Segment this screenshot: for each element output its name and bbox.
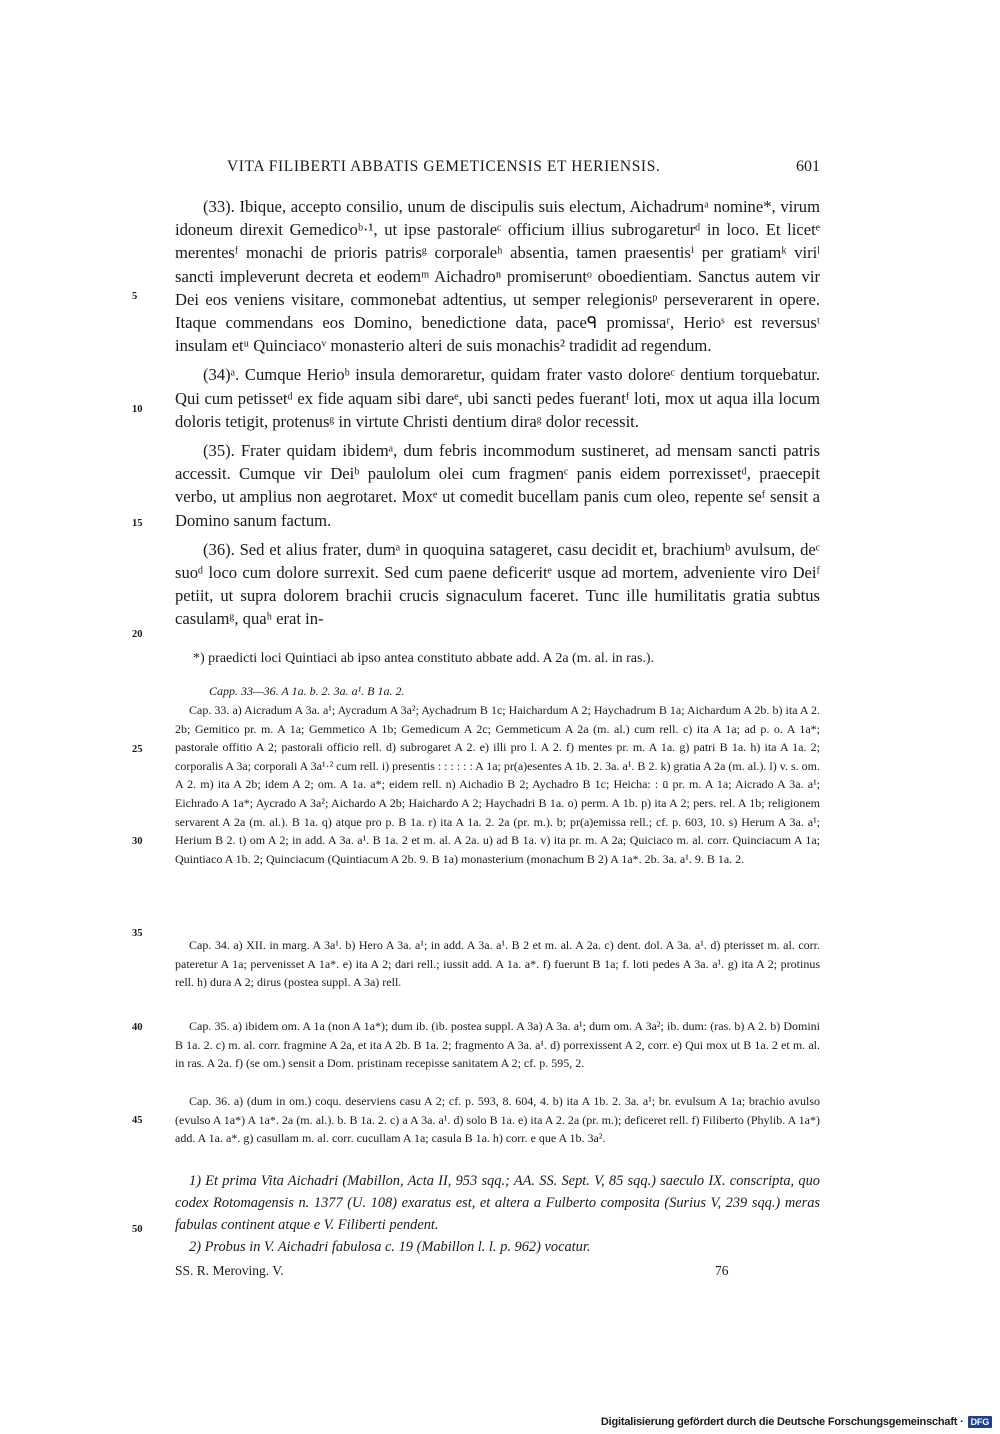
paragraph-34: (34)ᵃ. Cumque Herioᵇ insula demoraretur, quidam frater vasto doloreᶜ dentium torquebatur. Qui cum petissetᵈ ex fide aquam sibi dareᵉ, ubi sancti pedes fuerantᶠ loti, mox ut aqua illa locum doloris tetigit, protenusᵍ in virtute Christi dentium diraᵍ dolor recessit. <box>175 365 820 431</box>
apparatus-cap-36: Cap. 36. a) (dum in om.) coqu. deserviens casu A 2; cf. p. 593, 8. 604, 4. b) ita A 1b. 2. 3a. a¹; br. evulsum A 1a; brachio avulso (evulso A 1a*) A 1a*. 2a (m. al.). b. B 1a. 2. c) a A 3a. a¹. d) solo B 1a. e) ita A 2. 2a (pr. m.); deficeret rell. f) Filiberto (Phylib. A 1a*) add. A 1a. a*. g) casullam m. al. corr. cucullam A 1a; casula B 1a. h) corr. e que A 1b. 3a². <box>175 1094 820 1146</box>
paragraph-33: (33). Ibique, accepto consilio, unum de discipulis suis electum, Aichadrumᵃ nomine*, virum idoneum direxit Gemedicoᵇ·¹, ut ipse pastoraleᶜ officium illius subrogareturᵈ in loco. Et licetᵉ merentesᶠ monachi de prioris patrisᵍ corporaleʰ absentia, tamen praesentisⁱ per gratiamᵏ viriˡ sancti impleverunt decreta et eodemᵐ Aichadroⁿ promiseruntᵒ oboedientiam. Sanctus autem vir Dei eos veniens visitare, commonebat adtentius, ut semper relegionisᵖ perseverarent in opere. Itaque commendans eos Domino, benedictione data, paceᑫ promissaʳ, Herioˢ est reversusᵗ insulam etᵘ Quinciacoᵛ monasterio alteri de suis monachis² tradidit ad regendum. <box>175 197 820 356</box>
footnotes <box>175 1170 820 1258</box>
running-title: VITA FILIBERTI ABBATIS GEMETICENSIS ET HERIENSIS. <box>227 158 661 175</box>
apparatus-cap-33: Cap. 33. a) Aicradum A 3a. a¹; Aycradum A 3a²; Aychadrum B 1c; Haichardum A 2; Haychadrum B 1a; Aichardum A 2b. b) ita A 2. 2b; Gemitico pr. m. A 1a; Gemmetico A 1b; Gemedicum A 2c; Gemmeticum A 2a (m. al.) cum rell. c) ita A 1a; ad p. o. A 1a*; pastorale offitio A 2; pastorali officio rell. d) subrogaret A 2. e) illi pro l. A 2. f) mentes pr. m. A 1a. g) patri B 1a. h) ita A 1a. 2; corporalis A 3a; corporali A 3a¹·² cum rell. i) presentis : : : : : : A 1a; pr(a)esentes A 1b. 2. 3a. a¹. B 2. k) gratia A 2a (m. al.). l) v. s. om. A 2. m) ita A 2b; idem A 2; om. A 1a. a*; eidem rell. n) Aichadio B 2; Aychadro B 1c; Heicha: : ū pr. m. A 1a; Aicrado A 3a. a¹; Eichrado A 1a*; Aycrado A 3a²; Aichardo A 2b; Haichardo A 2; Haychadri B 1a. o) perm. A 1b. p) ita A 2; pers. rel. A 1b; religionem servarent A 2a (m. al.). B 1a. q) atque pro p. B 1a. r) ita A 1a. 2. 2a (pr. m.). b; pr(a)emissa rell.; cf. p. 603, 10. s) Herum A 3a. a¹; Herium B 2. t) om A 2; in add. A 3a. a¹. B 1a. 2 et m. al. A 2a. u) ad B 1a. v) ita pr. m. A 2a; Quiciaco m. al. corr. Quinciacum A 1a; Quintiaco A 1b. 2; Quinciacum (Quintiacum A 2b. 9. B 1a) monasterium (monachum B 2) A 1a*. 2b. 3a. a¹. 9. B 1a. 2. <box>175 703 820 866</box>
paragraph-36: (36). Sed et alius frater, dumᵃ in quoquina satageret, casu decidit et, brachiumᵇ avulsum, deᶜ suoᵈ loco cum dolore surrexit. Sed cum paene deficeritᵉ usque ad mortem, adveniente viro Deiᶠ petiit, ut supra dolorem brachii crucis signaculum faceret. Tunc ille humilitatis gratia subtus casulamᵍ, quaʰ erat in- <box>175 539 820 629</box>
apparatus-cap-35: Cap. 35. a) ibidem om. A 1a (non A 1a*); dum ib. (ib. postea suppl. A 3a) A 3a. a¹; dum om. A 3a²; ib. dum: (ras. b) A 2. b) Domini B 1a. 2. c) m. al. corr. fragmine A 2a, et ita A 2b. B 1a. 2; fragmento A 3a. a¹. d) porrexissent A 2, corr. e) Qui mox ut B 1a. 2 et m. al. in ras. A 2a. f) (se om.) sensit a Dom. pristinam recepisse sanitatem A 2; cf. p. 595, 2. <box>175 1019 820 1071</box>
main-text <box>175 195 820 637</box>
footnote-1: 1) Et prima Vita Aichadri (Mabillon, Acta II, 953 sqq.; AA. SS. Sept. V, 85 sqq.) saeculo IX. conscripta, quo codex Rotomagensis n. 1377 (U. 108) exaratus est, et altera a Fulberto composita (Surius V, 239 sqq.) meras fabulas continent atque e V. Filiberti pendent. <box>175 1173 820 1233</box>
line-number: 20 <box>132 629 143 640</box>
line-number: 25 <box>132 744 143 755</box>
signature-mark: SS. R. Meroving. V. <box>175 1263 284 1278</box>
line-number: 35 <box>132 928 143 939</box>
sheet-number: 76 <box>715 1263 729 1278</box>
line-number: 30 <box>132 836 143 847</box>
digitization-credit <box>601 1416 992 1428</box>
apparatus-cap-34: Cap. 34. a) XII. in marg. A 3a¹. b) Hero A 3a. a¹; in add. A 3a. a¹. B 2 et m. al. A 2a. c) dent. dol. A 3a. a¹. d) pterisset m. al. corr. pateretur A 1a; pervenisset A 1a*. e) ita A 2; dari rell.; iussit add. A 1a. a*. f) fuerunt B 1a; f. loti pedes A 3a. a¹. g) ita A 2; protinus rell. h) dura A 2; dirus (postea suppl. A 3a) rell. <box>175 938 820 990</box>
page-number: 601 <box>796 158 820 175</box>
line-number: 50 <box>132 1224 143 1235</box>
star-note: *) praedicti loci Quintiaci ab ipso antea constituto abbate add. A 2a (m. al. in ras.). <box>193 651 655 666</box>
running-header <box>175 158 820 182</box>
footnote-2: 2) Probus in V. Aichadri fabulosa c. 19 (Mabillon l. l. p. 962) vocatur. <box>189 1239 591 1255</box>
line-number: 5 <box>132 291 138 302</box>
paragraph-35: (35). Frater quidam ibidemᵃ, dum febris incommodum sustineret, ad mensam sancti patris accessit. Cumque vir Deiᵇ paulolum olei cum fragmenᶜ panis eidem porrexissetᵈ, praecepit verbo, ut amplius non aegrotaret. Moxᵉ ut comedit bucellam panis cum oleo, repente seᶠ sensit a Domino sanum factum. <box>175 441 820 530</box>
line-number: 40 <box>132 1022 143 1033</box>
dfg-logo: DFG <box>968 1416 992 1428</box>
apparatus-capp: Capp. 33—36. A 1a. b. 2. 3a. a¹. B 1a. 2. <box>209 684 405 698</box>
credit-text: Digitalisierung gefördert durch die Deutsche Forschungsgemeinschaft · <box>600 1416 964 1428</box>
line-number: 10 <box>132 404 143 415</box>
line-number: 45 <box>132 1115 143 1126</box>
line-number: 15 <box>132 518 143 529</box>
